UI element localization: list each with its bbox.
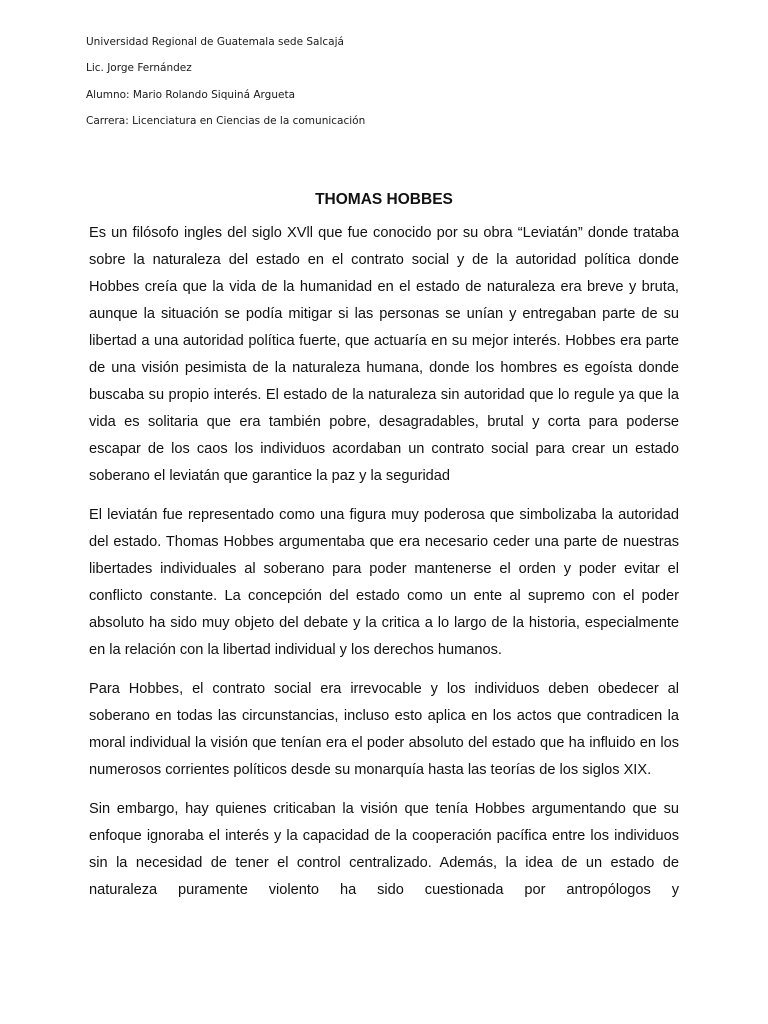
document-title: THOMAS HOBBES: [315, 191, 453, 208]
paragraph-4: Sin embargo, hay quienes criticaban la visión que tenía Hobbes argumentando que su enfoque ignoraba el interés y la capacidad de la cooperación pacífica entre los individuos sin la necesidad de tener el control centralizado. Además, la idea de un estado de naturaleza puramente violento ha sido cuestionada por antropólogos y: [89, 801, 679, 898]
professor-line: Lic. Jorge Fernández: [86, 62, 192, 75]
paragraph-2: El leviatán fue representado como una figura muy poderosa que simbolizaba la autoridad del estado. Thomas Hobbes argumentaba que era necesario ceder una parte de nuestras libertades individuales al soberano para poder mantenerse el orden y poder evitar el conflicto constante. La concepción del estado como un ente al supremo con el poder absoluto ha sido muy objeto del debate y la critica a lo largo de la historia, especialmente en la relación con la libertad individual y los derechos humanos.: [89, 507, 679, 658]
paragraph-1: Es un filósofo ingles del siglo XVll que fue conocido por su obra “Leviatán” donde trataba sobre la naturaleza del estado en el contrato social y de la autoridad política donde Hobbes creía que la vida de la humanidad en el estado de naturaleza era breve y bruta, aunque la situación se podía mitigar si las personas se unían y entregaban parte de su libertad a una autoridad política fuerte, que actuaría en su mejor interés. Hobbes era parte de una visión pesimista de la naturaleza humana, donde los hombres es egoísta donde buscaba su propio interés. El estado de la naturaleza sin autoridad que lo regule ya que la vida es solitaria que era también pobre, desagradables, brutal y corta para poderse escapar de los caos los individuos acordaban un contrato social para crear un estado soberano el leviatán que garantice la paz y la seguridad: [89, 225, 679, 484]
document-header: [86, 36, 686, 142]
document-body: [89, 220, 679, 904]
university-line: Universidad Regional de Guatemala sede Salcajá: [86, 36, 344, 48]
career-line: Carrera: Licenciatura en Ciencias de la comunicación: [86, 115, 366, 128]
student-line: Alumno: Mario Rolando Siquiná Argueta: [86, 88, 296, 101]
paragraph-3: Para Hobbes, el contrato social era irrevocable y los individuos deben obedecer al soberano en todas las circunstancias, incluso esto aplica en los actos que contradicen la moral individual la visión que tenían era el poder absoluto del estado que ha influido en los numerosos corrientes políticos desde su monarquía hasta las teorías de los siglos XIX.: [89, 681, 679, 778]
